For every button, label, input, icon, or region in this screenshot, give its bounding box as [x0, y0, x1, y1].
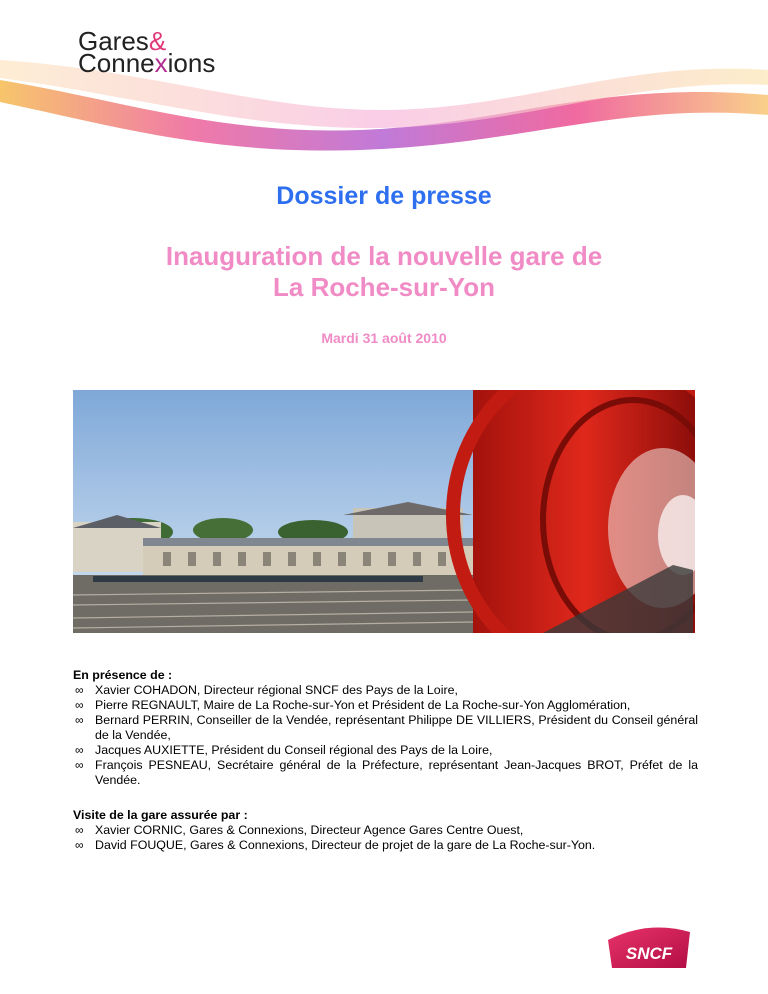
list-item: ∞ Pierre REGNAULT, Maire de La Roche-sur-Yon et Président de La Roche-sur-Yon Agglomération,	[75, 698, 631, 712]
event-title-line1: Inauguration de la nouvelle gare de	[165, 241, 603, 271]
infinity-bullet-icon: ∞	[75, 823, 84, 837]
logo-word-gares: Gares	[78, 26, 149, 56]
sncf-logo-text: SNCF	[625, 944, 673, 963]
infinity-bullet-icon: ∞	[75, 838, 84, 852]
infinity-bullet-icon: ∞	[75, 683, 84, 697]
visit-list	[73, 823, 698, 853]
infinity-bullet-icon: ∞	[75, 743, 84, 757]
list-item: ∞ Xavier CORNIC, Gares & Connexions, Directeur Agence Gares Centre Ouest,	[75, 823, 524, 837]
logo-word-ions: ions	[167, 48, 216, 78]
infinity-bullet-icon: ∞	[75, 698, 84, 712]
event-date: Mardi 31 août 2010	[321, 330, 447, 346]
visit-section	[73, 808, 698, 853]
infinity-bullet-icon: ∞	[75, 758, 84, 772]
logo-word-conne: Conne	[78, 48, 155, 78]
event-title	[0, 241, 768, 303]
event-title-line2: La Roche-sur-Yon	[273, 272, 495, 302]
gares-connexions-logo	[78, 26, 288, 82]
list-item: ∞ Jacques AUXIETTE, Président du Conseil régional des Pays de la Loire,	[75, 743, 493, 757]
logo-letter-x: x	[154, 48, 168, 78]
logo-ampersand: &	[148, 26, 167, 56]
infinity-bullet-icon: ∞	[75, 713, 84, 727]
list-item: ∞ Xavier COHADON, Directeur régional SNCF des Pays de la Loire,	[75, 683, 458, 697]
attendees-section	[73, 668, 698, 788]
station-photo	[73, 390, 695, 633]
list-item: ∞ François PESNEAU, Secrétaire général de la Préfecture, représentant Jean-Jacques BROT, Préfet de la Vendée.	[75, 758, 698, 787]
list-item: ∞ David FOUQUE, Gares & Connexions, Directeur de projet de la gare de La Roche-sur-Yon.	[75, 838, 596, 852]
attendees-list	[73, 683, 698, 788]
list-item: ∞ Bernard PERRIN, Conseiller de la Vendée, représentant Philippe DE VILLIERS, Président du Conseil général de la Vendée,	[75, 713, 698, 742]
visit-heading: Visite de la gare assurée par :	[73, 808, 248, 822]
attendees-heading: En présence de :	[73, 668, 173, 682]
sncf-logo	[608, 926, 690, 968]
document-title: Dossier de presse	[276, 182, 492, 210]
